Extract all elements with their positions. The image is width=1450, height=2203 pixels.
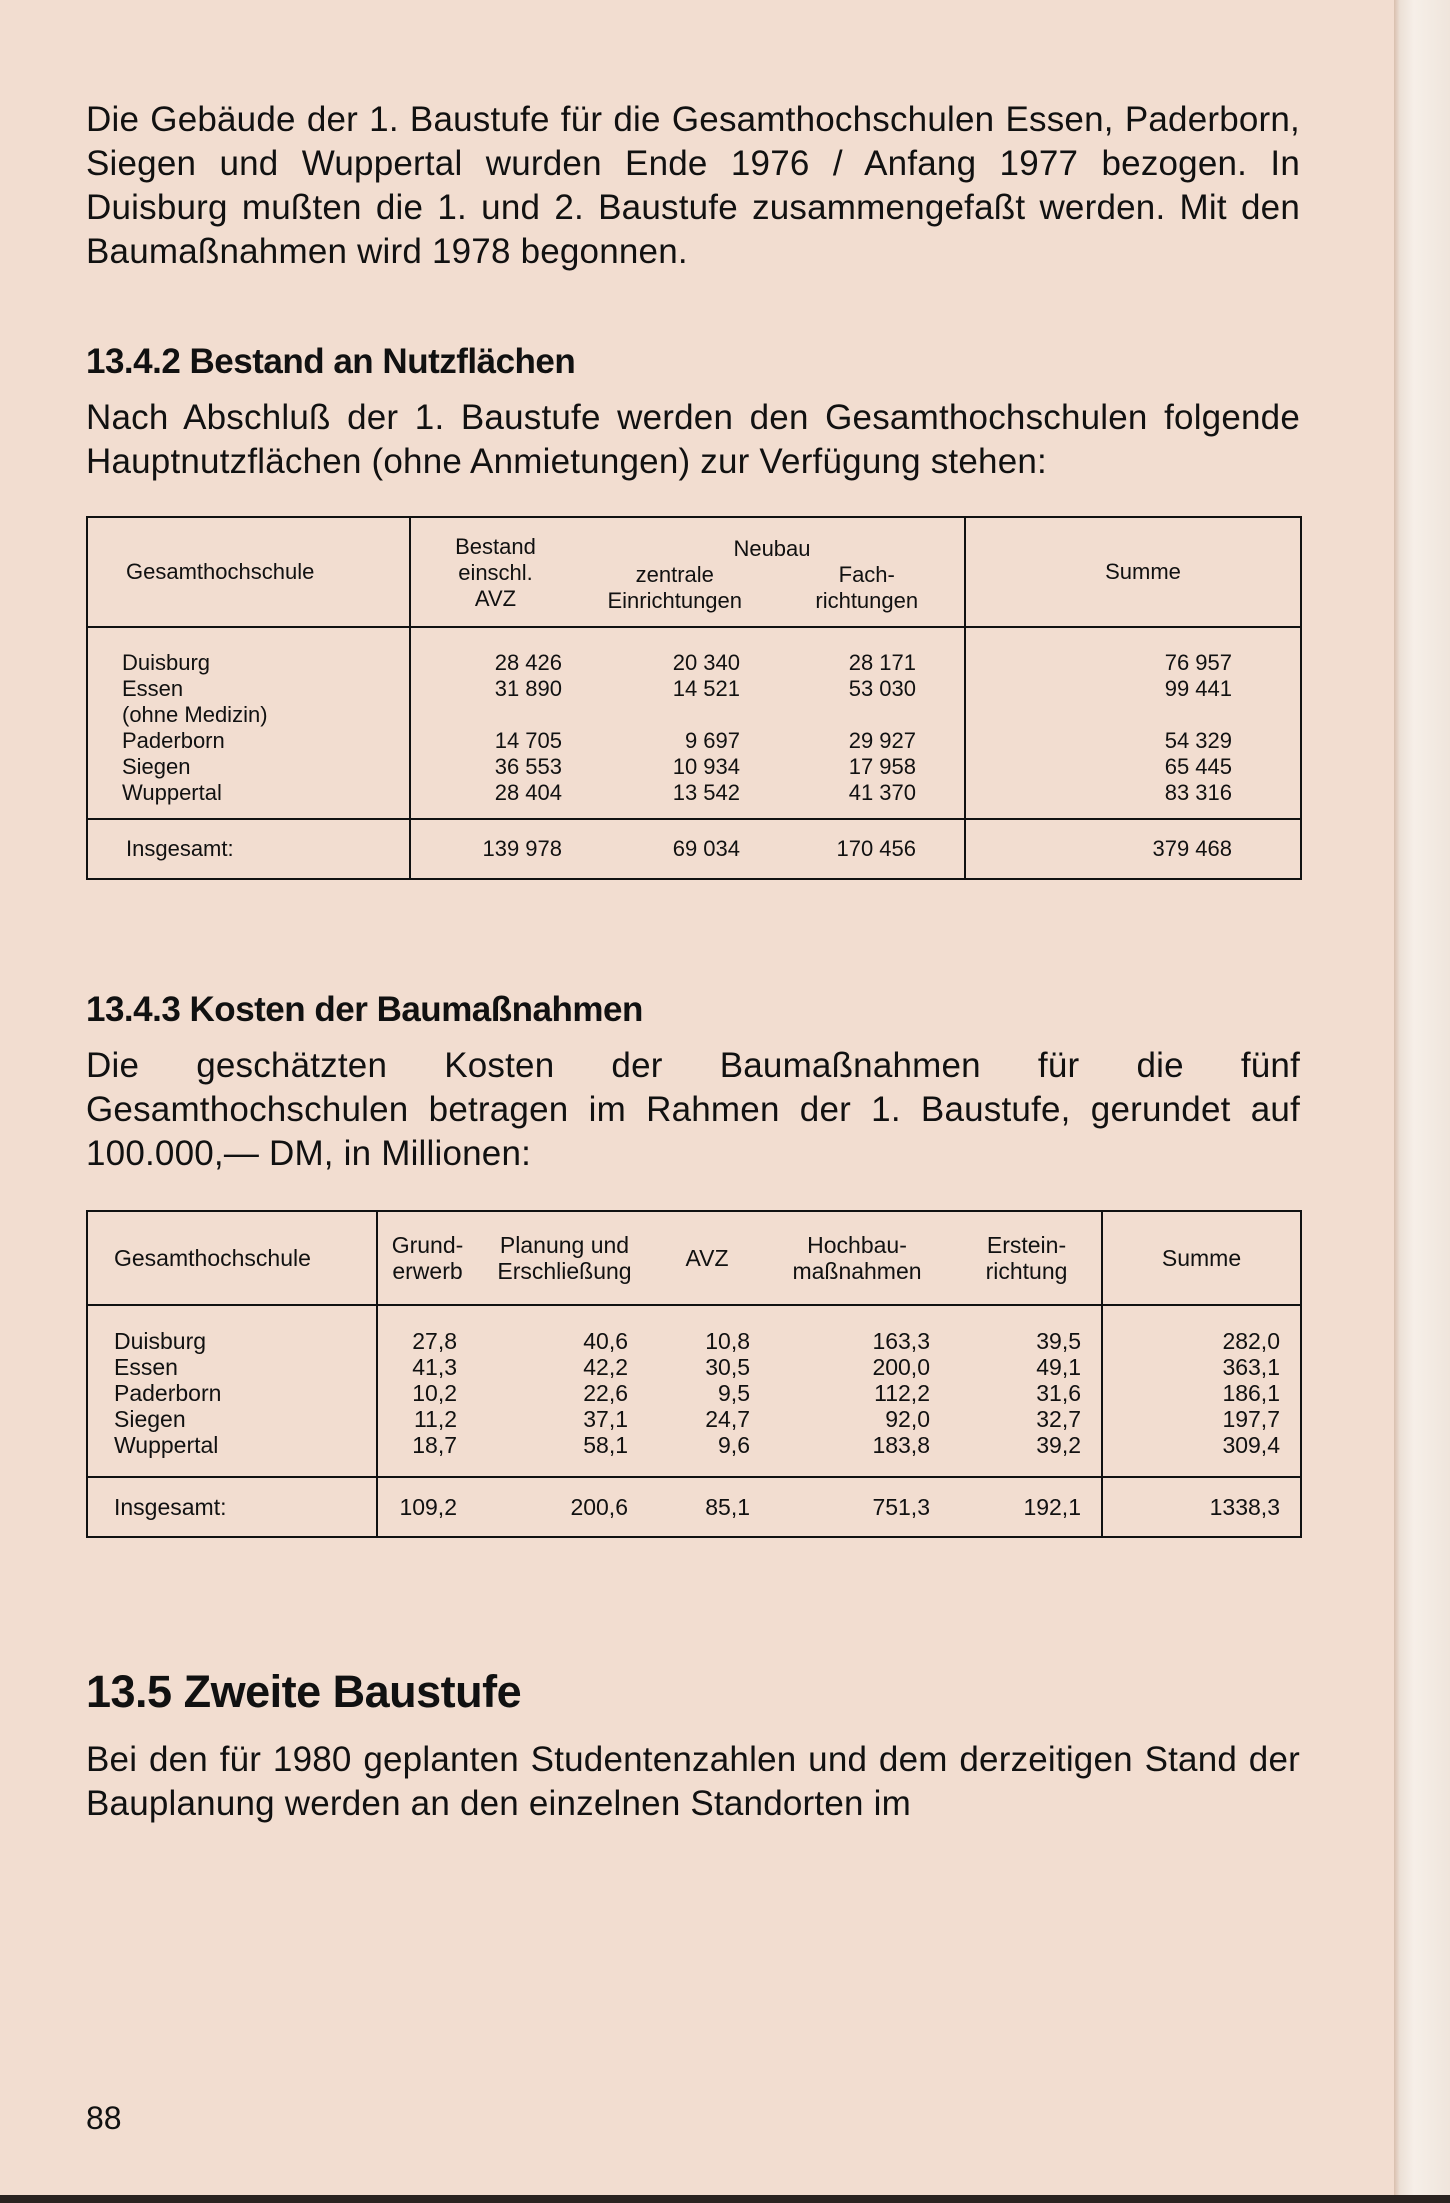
cell-hochbau: 200,0 <box>872 1354 930 1380</box>
page-number: 88 <box>86 2100 122 2136</box>
header-summe: Summe <box>965 517 1301 627</box>
table-row <box>87 1305 1301 1354</box>
cell-summe: 309,4 <box>1102 1432 1301 1477</box>
row-label: Duisburg <box>114 1328 207 1354</box>
table-row <box>87 780 1301 819</box>
cell-avz: 9,6 <box>718 1432 750 1458</box>
row-label: Paderborn <box>114 1380 222 1406</box>
table-total-row: Insgesamt: 139 978 69 034 170 456 379 468 <box>87 819 1301 879</box>
header-avz: AVZ <box>652 1211 762 1305</box>
cell-planung: 37,1 <box>583 1406 628 1432</box>
table-nutzflaechen-body <box>87 627 1301 819</box>
cell-zentrale: 14 521 <box>672 676 740 701</box>
table-row <box>87 1406 1301 1432</box>
cell-ersteinrichtung: 32,7 <box>1036 1406 1081 1432</box>
cell-hochbau: 92,0 <box>885 1406 930 1432</box>
cell-summe: 76 957 <box>965 627 1301 676</box>
cell-grunderwerb: 10,2 <box>377 1380 477 1406</box>
cell-bestand: 28 404 <box>410 780 580 819</box>
header-hochbau: Hochbau- maßnahmen <box>762 1211 952 1305</box>
cell-fachrichtungen: 17 958 <box>848 754 916 779</box>
cell-fachrichtungen: 53 030 <box>848 676 916 701</box>
table-row <box>87 627 1301 676</box>
cell-planung: 58,1 <box>583 1432 628 1458</box>
cell-summe: 197,7 <box>1102 1406 1301 1432</box>
heading-13-4-3: 13.4.3 Kosten der Baumaßnahmen <box>86 990 643 1029</box>
header-planung: Planung und Erschließung <box>477 1211 652 1305</box>
header-neubau: Neubau zentrale Einrichtungen Fach- richtungen <box>580 517 965 627</box>
cell-bestand: 31 890 <box>410 676 580 702</box>
header-fachrichtungen: Fach- <box>838 562 895 587</box>
heading-13-5: 13.5 Zweite Baustufe <box>86 1666 522 1717</box>
table-row <box>87 1432 1301 1477</box>
table-total-row: Insgesamt: 109,2 200,6 85,1 751,3 192,1 1338,3 <box>87 1477 1301 1537</box>
cell-hochbau: 112,2 <box>874 1380 930 1406</box>
row-label: Siegen <box>122 754 191 779</box>
cell-fachrichtungen: 28 171 <box>848 650 916 675</box>
table-row <box>87 1354 1301 1380</box>
row-label: Essen <box>122 676 184 701</box>
cell-zentrale: 20 340 <box>672 650 740 675</box>
cell-hochbau: 183,8 <box>872 1432 930 1458</box>
cell-bestand: 36 553 <box>410 754 580 780</box>
cell-avz: 10,8 <box>705 1328 750 1354</box>
header-zentrale: zentrale <box>635 562 714 587</box>
table-row <box>87 754 1301 780</box>
cell-summe: 54 329 <box>965 728 1301 754</box>
cell-grunderwerb: 11,2 <box>377 1406 477 1432</box>
cell-summe: 99 441 <box>965 676 1301 702</box>
table-row <box>87 728 1301 754</box>
header-summe-2: Summe <box>1102 1211 1301 1305</box>
cell-grunderwerb: 27,8 <box>377 1305 477 1354</box>
table-row <box>87 1380 1301 1406</box>
cell-planung: 40,6 <box>583 1328 628 1354</box>
cell-ersteinrichtung: 39,5 <box>1036 1328 1081 1354</box>
row-label: Paderborn <box>122 728 225 753</box>
page-content <box>86 98 1300 1826</box>
row-label: Siegen <box>114 1406 186 1432</box>
cell-avz: 24,7 <box>705 1406 750 1432</box>
cell-summe: 282,0 <box>1102 1305 1301 1354</box>
header-gesamthochschule-2: Gesamthochschule <box>87 1211 377 1305</box>
cell-grunderwerb: 18,7 <box>377 1432 477 1477</box>
paragraph-13-4-2: Nach Abschluß der 1. Baustufe werden den Gesamthochschulen folgende Hauptnutzflächen (ohne Anmietungen) zur Verfügung stehen: <box>86 398 1300 481</box>
row-label: Essen <box>114 1354 178 1380</box>
cell-hochbau: 163,3 <box>872 1328 930 1354</box>
header-grunderwerb: Grund- erwerb <box>377 1211 477 1305</box>
cell-fachrichtungen <box>770 702 965 728</box>
row-label: (ohne Medizin) <box>122 702 268 727</box>
paragraph-13-5: Bei den für 1980 geplanten Studentenzahlen und dem derzeitigen Stand der Bauplanung werden an den einzelnen Standorten im <box>86 1740 1300 1823</box>
cell-zentrale: 9 697 <box>684 728 740 753</box>
total-label: Insgesamt: <box>114 1493 227 1520</box>
cell-zentrale: 10 934 <box>672 754 740 779</box>
cell-ersteinrichtung: 49,1 <box>1036 1354 1081 1380</box>
header-bestand: Bestand einschl. AVZ <box>410 517 580 627</box>
table-kosten-body <box>87 1305 1301 1477</box>
cell-fachrichtungen: 29 927 <box>848 728 916 753</box>
table-row <box>87 702 1301 728</box>
row-label: Wuppertal <box>122 780 222 805</box>
cell-zentrale <box>580 702 770 728</box>
cell-fachrichtungen: 41 370 <box>848 780 916 805</box>
row-label: Duisburg <box>122 650 211 675</box>
heading-13-4-2: 13.4.2 Bestand an Nutzflächen <box>86 342 576 381</box>
cell-summe <box>965 702 1301 728</box>
cell-summe: 363,1 <box>1102 1354 1301 1380</box>
page-edge <box>1394 0 1450 2203</box>
header-gesamthochschule: Gesamthochschule <box>87 517 410 627</box>
cell-avz: 30,5 <box>705 1354 750 1380</box>
cell-planung: 22,6 <box>583 1380 628 1406</box>
scan-bottom-edge <box>0 2195 1450 2203</box>
cell-summe: 65 445 <box>965 754 1301 780</box>
cell-bestand: 14 705 <box>410 728 580 754</box>
table-kosten <box>86 1210 1302 1538</box>
cell-zentrale: 13 542 <box>672 780 740 805</box>
cell-summe: 83 316 <box>965 780 1301 819</box>
paragraph-13-4-3: Die geschätzten Kosten der Baumaßnahmen für die fünf Gesamthochschulen betragen im Rahmen der 1. Baustufe, gerundet auf 100.000,— DM, in Millionen: <box>86 1046 1300 1173</box>
header-ersteinrichtung: Erstein- richtung <box>952 1211 1102 1305</box>
cell-ersteinrichtung: 39,2 <box>1036 1432 1081 1458</box>
cell-avz: 9,5 <box>718 1380 750 1406</box>
cell-bestand: 28 426 <box>410 627 580 676</box>
cell-planung: 42,2 <box>583 1354 628 1380</box>
table-nutzflaechen <box>86 516 1302 880</box>
cell-bestand <box>410 702 580 728</box>
cell-ersteinrichtung: 31,6 <box>1036 1380 1081 1406</box>
cell-grunderwerb: 41,3 <box>377 1354 477 1380</box>
total-label: Insgesamt: <box>126 836 234 861</box>
table-row <box>87 676 1301 702</box>
row-label: Wuppertal <box>114 1432 219 1458</box>
cell-summe: 186,1 <box>1102 1380 1301 1406</box>
intro-paragraph: Die Gebäude der 1. Baustufe für die Gesamthochschulen Essen, Paderborn, Siegen und Wuppertal wurden Ende 1976 / Anfang 1977 bezogen. In Duisburg mußten die 1. und 2. Baustufe zusammengefaßt werden. Mit den Baumaßnahmen wird 1978 begonnen. <box>86 100 1300 271</box>
